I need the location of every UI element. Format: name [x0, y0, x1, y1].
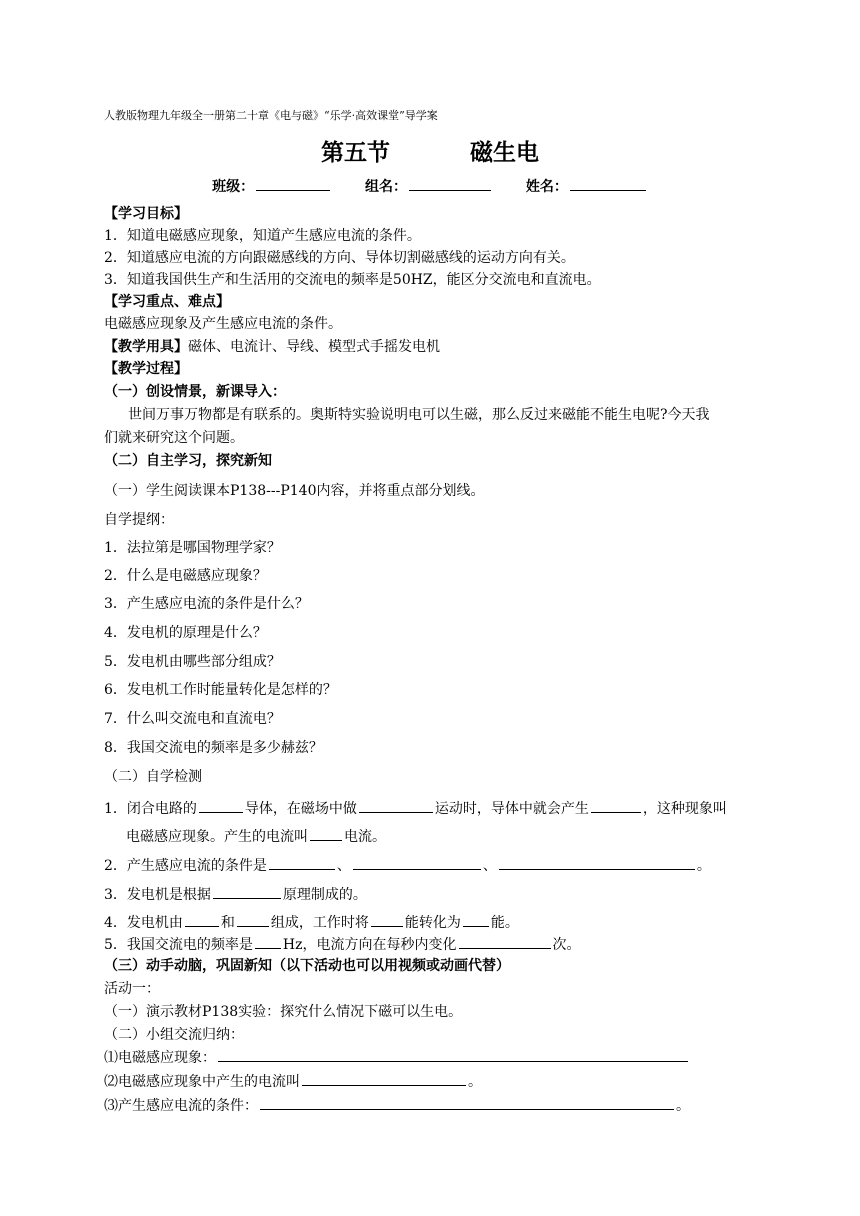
summary-3-end: 。: [676, 1098, 690, 1114]
summary-2-text: ⑵电磁感应现象中产生的电流叫: [104, 1074, 300, 1090]
check-1-number: 1．: [104, 801, 127, 817]
check-3-blank-1[interactable]: [213, 884, 281, 899]
check-2-blank-3[interactable]: [499, 855, 695, 870]
reading-instruction: （一）学生阅读课本P138---P140内容，并将重点部分划线。: [104, 483, 485, 499]
question-4: 4．发电机的原理是什么？: [104, 625, 267, 641]
class-label: 班级：: [212, 179, 255, 195]
process-heading: 【教学过程】: [104, 361, 188, 377]
group-label: 组名：: [365, 179, 407, 195]
check-question-1-cont: [126, 826, 386, 847]
check-2-blank-1[interactable]: [269, 855, 335, 870]
keypoints-heading: 【学习重点、难点】: [104, 294, 230, 310]
section-topic: 磁生电: [470, 140, 539, 166]
question-6: 6．发电机工作时能量转化是怎样的？: [104, 682, 337, 698]
check-1-text-f: 电流。: [344, 829, 386, 845]
check-4-blank-4[interactable]: [463, 912, 489, 927]
check-4-blank-2[interactable]: [237, 912, 269, 927]
check-5-text-c: 次。: [552, 937, 581, 953]
question-2: 2．什么是电磁感应现象？: [104, 568, 267, 584]
student-info-line: [0, 176, 860, 196]
name-label: 姓名：: [525, 179, 568, 195]
question-8: 8．我国交流电的频率是多少赫兹？: [104, 740, 323, 756]
demo-instruction: （一）演示教材P138实验：探究什么情况下磁可以生电。: [104, 1004, 463, 1020]
check-1-text-e: 电磁感应现象。产生的电流叫: [126, 829, 308, 845]
page-title: [0, 134, 860, 167]
name-blank[interactable]: [570, 176, 646, 191]
group-summary-label: （二）小组交流归纳：: [104, 1027, 244, 1043]
tools-text: 磁体、电流计、导线、模型式手摇发电机: [188, 339, 440, 355]
section-number: 第五节: [321, 140, 390, 166]
tools-heading: 【教学用具】: [104, 339, 188, 355]
check-5-blank-1[interactable]: [255, 934, 281, 949]
intro-text-line-2: 们就来研究这个问题。: [104, 430, 244, 446]
activity-label: 活动一：: [104, 981, 160, 997]
check-4-text-a: 发电机由: [126, 915, 183, 931]
check-1-text-c: 运动时，导体中就会产生: [434, 801, 589, 817]
summary-3-text: ⑶产生感应电流的条件：: [104, 1098, 258, 1114]
question-5: 5．发电机由哪些部分组成？: [104, 654, 281, 670]
objective-item-2: 2．知道感应电流的方向跟磁感线的方向、导体切割磁感线的运动方向有关。: [104, 250, 575, 266]
check-3-number: 3．: [104, 887, 127, 903]
check-question-3: [104, 884, 367, 905]
check-2-blank-2[interactable]: [353, 855, 481, 870]
self-study-heading: （二）自主学习，探究新知: [104, 453, 272, 469]
check-4-text-d: 能转化为: [404, 915, 461, 931]
check-2-number: 2．: [104, 858, 127, 874]
summary-line-3: [104, 1095, 690, 1116]
group-blank[interactable]: [409, 176, 491, 191]
check-4-text-c: 组成，工作时将: [270, 915, 369, 931]
check-question-1: [104, 798, 727, 819]
outline-label: 自学提纲：: [104, 512, 174, 528]
check-5-blank-2[interactable]: [459, 934, 551, 949]
class-blank[interactable]: [256, 176, 330, 191]
check-1-blank-4[interactable]: [310, 826, 342, 841]
check-4-number: 4．: [104, 915, 127, 931]
check-5-text-a: 我国交流电的频率是: [126, 937, 253, 953]
question-7: 7．什么叫交流电和直流电？: [104, 711, 281, 727]
check-5-number: 5．: [104, 937, 127, 953]
objective-item-3: 3．知道我国供生产和生活用的交流电的频率是50HZ，能区分交流电和直流电。: [104, 272, 601, 288]
page-header: 人教版物理九年级全一册第二十章《电与磁》“乐学·高效课堂”导学案: [104, 109, 438, 122]
keypoints-text: 电磁感应现象及产生感应电流的条件。: [104, 316, 342, 332]
check-question-2: [104, 855, 711, 876]
check-1-text-b: 导体，在磁场中做: [244, 801, 357, 817]
check-1-blank-1[interactable]: [199, 798, 243, 813]
summary-line-2: [104, 1071, 482, 1092]
check-5-text-b: Hz，电流方向在每秒内变化: [282, 937, 457, 953]
check-1-text-a: 闭合电路的: [126, 801, 197, 817]
tools-line: [104, 337, 440, 357]
summary-2-blank[interactable]: [302, 1071, 466, 1086]
question-1: 1．法拉第是哪国物理学家？: [104, 540, 281, 556]
check-question-4: [104, 912, 519, 933]
check-4-blank-3[interactable]: [371, 912, 403, 927]
check-2-end: 。: [696, 858, 711, 874]
check-2-separator-1: 、: [336, 858, 351, 874]
summary-1-text: ⑴电磁感应现象：: [104, 1050, 216, 1066]
check-1-text-d: ，这种现象叫: [642, 801, 727, 817]
check-1-blank-3[interactable]: [591, 798, 641, 813]
summary-1-blank[interactable]: [218, 1047, 688, 1062]
objectives-heading: 【学习目标】: [104, 206, 188, 222]
check-2-text-a: 产生感应电流的条件是: [126, 858, 267, 874]
check-2-separator-2: 、: [482, 858, 497, 874]
check-3-text-b: 原理制成的。: [282, 887, 367, 903]
self-check-label: （二）自学检测: [104, 769, 202, 785]
check-4-text-e: 能。: [490, 915, 519, 931]
objective-item-1: 1．知道电磁感应现象，知道产生感应电流的条件。: [104, 228, 421, 244]
check-3-text-a: 发电机是根据: [126, 887, 211, 903]
check-4-blank-1[interactable]: [185, 912, 219, 927]
hands-on-heading: （三）动手动脑，巩固新知（以下活动也可以用视频或动画代替）: [104, 958, 510, 974]
summary-2-end: 。: [468, 1074, 482, 1090]
intro-heading: （一）创设情景，新课导入：: [104, 384, 286, 400]
question-3: 3．产生感应电流的条件是什么？: [104, 596, 309, 612]
check-1-blank-2[interactable]: [359, 798, 433, 813]
summary-line-1: [104, 1047, 690, 1068]
summary-3-blank[interactable]: [260, 1095, 674, 1110]
check-question-5: [104, 934, 581, 955]
intro-text-line-1: 世间万事万物都是有联系的。奥斯特实验说明电可以生磁，那么反过来磁能不能生电呢?今天我: [128, 407, 710, 423]
check-4-text-b: 和: [220, 915, 235, 931]
